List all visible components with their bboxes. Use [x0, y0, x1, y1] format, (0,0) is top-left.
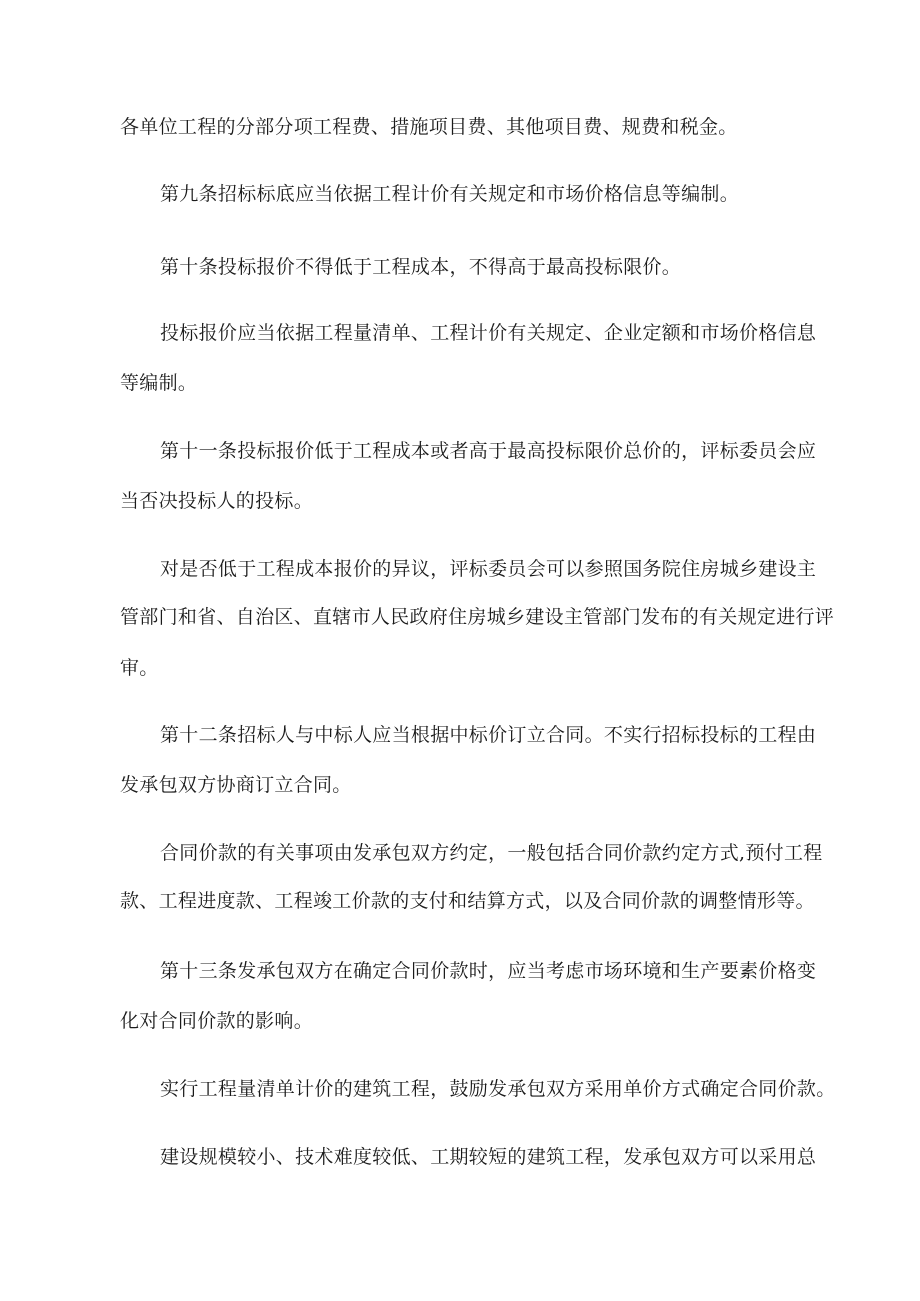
text-line: 管部门和省、自治区、直辖市人民政府住房城乡建设主管部门发布的有关规定进行评 — [120, 606, 835, 628]
text-line: 第十三条发承包双方在确定合同价款时，应当考虑市场环境和生产要素价格变 — [160, 960, 817, 982]
text-line: 款、工程进度款、工程竣工价款的支付和结算方式，以及合同价款的调整情形等。 — [120, 890, 815, 912]
text-line: 发承包双方协商订立合同。 — [120, 774, 352, 796]
text-line: 等编制。 — [120, 372, 198, 394]
text-line: 审。 — [120, 657, 159, 679]
text-line: 化对合同价款的影响。 — [120, 1010, 314, 1032]
text-line: 当否决投标人的投标。 — [120, 490, 314, 512]
text-line: 投标报价应当依据工程量清单、工程计价有关规定、企业定额和市场价格信息 — [160, 322, 817, 344]
text-line: 实行工程量清单计价的建筑工程，鼓励发承包双方采用单价方式确定合同价款。 — [160, 1078, 836, 1100]
text-line: 第十二条招标人与中标人应当根据中标价订立合同。不实行招标投标的工程由 — [160, 724, 817, 746]
text-line: 对是否低于工程成本报价的异议，评标委员会可以参照国务院住房城乡建设主 — [160, 558, 817, 580]
text-line: 合同价款的有关事项由发承包双方约定，一般包括合同价款约定方式,预付工程 — [160, 842, 823, 864]
text-line: 第十条投标报价不得低于工程成本，不得高于最高投标限价。 — [160, 256, 682, 278]
text-line: 各单位工程的分部分项工程费、措施项目费、其他项目费、规费和税金。 — [120, 116, 738, 138]
text-line: 第九条招标标底应当依据工程计价有关规定和市场价格信息等编制。 — [160, 183, 740, 205]
text-line: 第十一条投标报价低于工程成本或者高于最高投标限价总价的，评标委员会应 — [160, 440, 817, 462]
text-line: 建设规模较小、技术难度较低、工期较短的建筑工程，发承包双方可以采用总 — [160, 1146, 817, 1168]
